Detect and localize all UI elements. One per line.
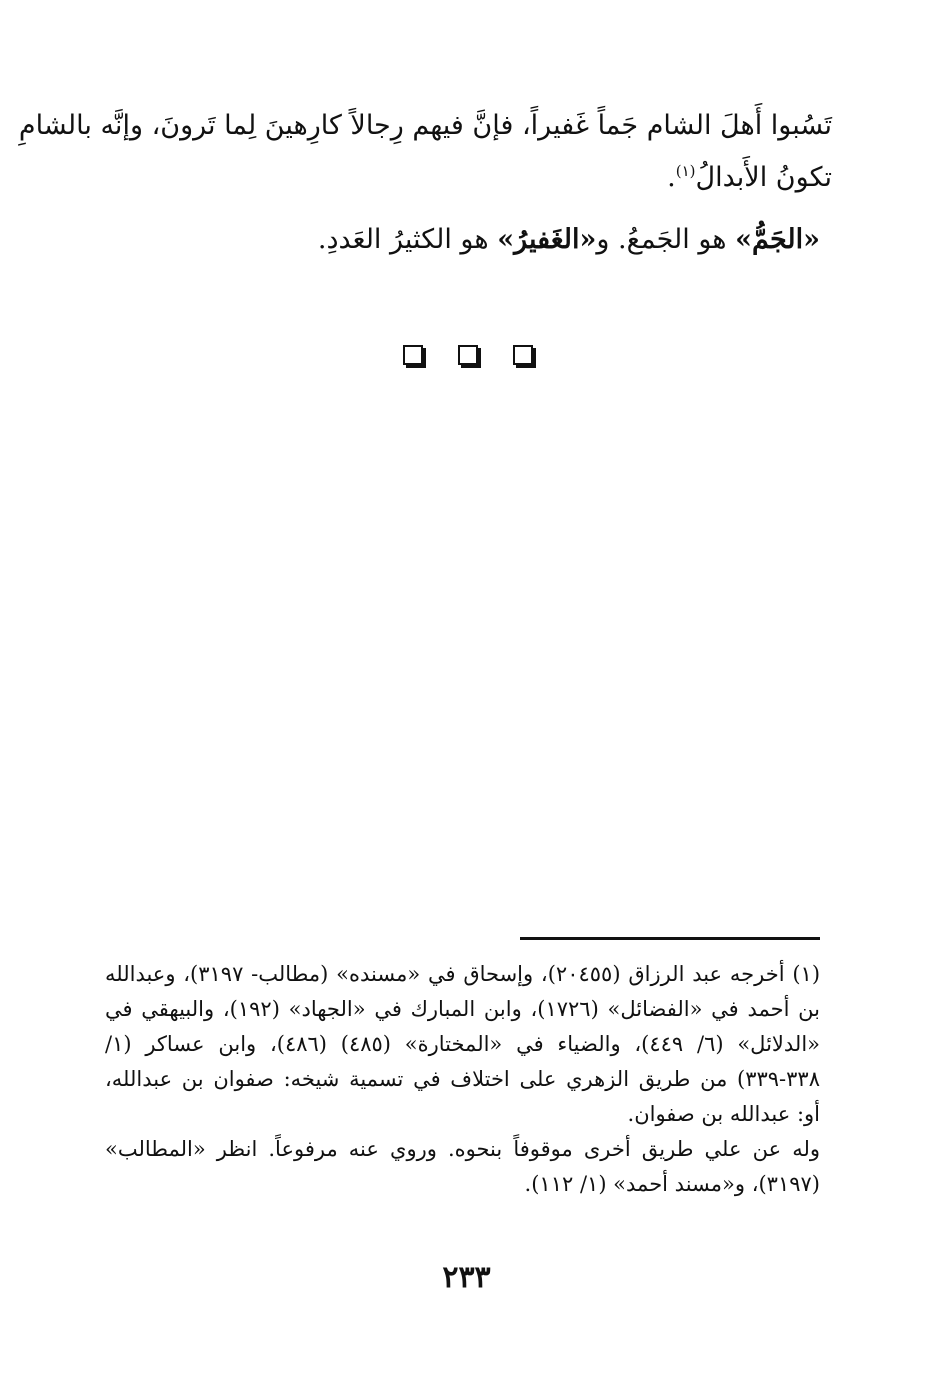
page-number: ٢٣٣ xyxy=(442,1260,491,1295)
footnote-line: «الدلائل» (٦/ ٤٤٩)، والضياء في «المختارة» (٤٨٥) (٤٨٦)، وابن عساكر (١/ xyxy=(105,1032,820,1056)
section-separator xyxy=(403,340,533,370)
main-text xyxy=(18,100,832,204)
main-text-line-2-end: . xyxy=(667,162,676,193)
footnote-line: (١) أخرجه عبد الرزاق (٢٠٤٥٥)، وإسحاق في «مسنده» (مطالب- ٣١٩٧)، وعبدالله xyxy=(105,962,821,986)
separator-box-icon xyxy=(403,345,423,365)
footnote-reference: (١) xyxy=(675,162,696,180)
gloss-term-1: «الجَمُّ» xyxy=(735,224,820,255)
separator-box-icon xyxy=(513,345,533,365)
separator-box-icon xyxy=(458,345,478,365)
footnote-line: (٣١٩٧)، و«مسند أحمد» (١/ ١١٢). xyxy=(524,1172,820,1196)
main-text-line-2-text: تكونُ الأَبدالُ xyxy=(695,162,832,193)
gloss-definition-1: هو الجَمعُ. و xyxy=(596,224,736,255)
gloss-definition xyxy=(100,214,820,266)
footnote-line: وله عن علي طريق أخرى موقوفاً بنحوه. وروي عنه مرفوعاً. انظر «المطالب» xyxy=(105,1137,820,1161)
footnote-divider xyxy=(520,937,820,940)
footnotes xyxy=(105,957,820,1202)
gloss-definition-2: هو الكثيرُ العَددِ. xyxy=(317,224,498,255)
main-text-line-2 xyxy=(100,152,832,204)
footnote-line: بن أحمد في «الفضائل» (١٧٢٦)، وابن المبارك في «الجهاد» (١٩٢)، والبيهقي في xyxy=(105,997,821,1021)
gloss-term-2: «الغَفيرُ» xyxy=(497,224,597,255)
footnote-line: أو: عبدالله بن صفوان. xyxy=(627,1102,820,1126)
main-text-line-1: تَسُبوا أَهلَ الشام جَماً غَفيراً، فإنَّ فيهم رِجالاً كارِهينَ لِما تَرونَ، وإنَّه بالشامِ xyxy=(18,110,832,141)
footnote-line: ٣٣٨-٣٣٩) من طريق الزهري على اختلاف في تسمية شيخه: صفوان بن عبدالله، xyxy=(105,1067,820,1091)
